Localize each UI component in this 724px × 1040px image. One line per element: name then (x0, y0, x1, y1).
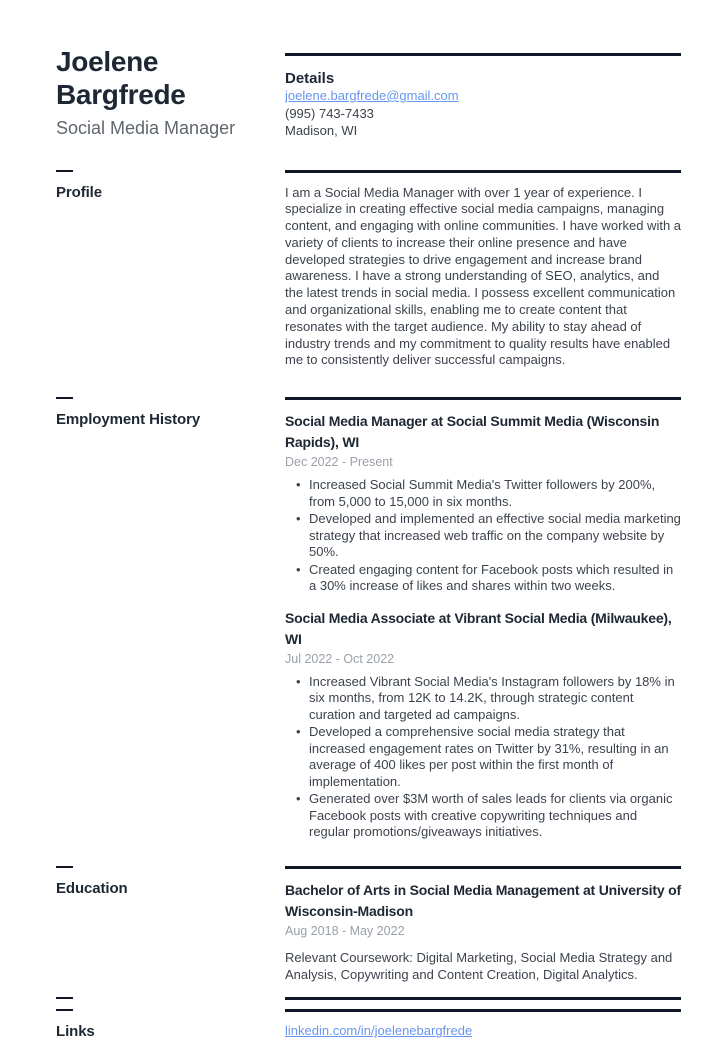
job-bullet: • Generated over $3M worth of sales leads for clients via organic Facebook posts with creative copywriting techniques and regular promotions/giveaways initiatives. (285, 791, 681, 841)
education-section (56, 866, 681, 984)
section-rule (285, 170, 681, 173)
profile-section (56, 170, 681, 370)
details-phone: (995) 743-7433 (285, 105, 374, 121)
section-rule (285, 53, 681, 56)
job-bullet: • Developed and implemented an effective social media marketing strategy that increased web traffic on the company website by 50%. (285, 511, 681, 561)
job-dates: Jul 2022 - Oct 2022 (285, 651, 395, 666)
degree-title: Bachelor of Arts in Social Media Management at University of Wisconsin-Madison (285, 881, 681, 919)
job-dates: Dec 2022 - Present (285, 455, 393, 470)
education-section-label: Education (56, 879, 128, 897)
section-rule (285, 397, 681, 400)
links-content (285, 1009, 681, 1040)
details-location: Madison, WI (285, 123, 358, 138)
education-rail (56, 866, 285, 984)
header-section (56, 45, 681, 140)
header-left (56, 45, 285, 140)
employment-section (56, 397, 681, 842)
person-job-title: Social Media Manager (56, 118, 236, 138)
job-bullet-list (285, 477, 681, 595)
section-dash (56, 1009, 73, 1011)
job-bullet: • Increased Social Summit Media's Twitter followers by 200%, from 5,000 to 15,000 in six months. (285, 477, 681, 510)
section-rule (285, 866, 681, 869)
education-content (285, 866, 681, 984)
linkedin-line (285, 1022, 681, 1039)
job-title: Social Media Associate at Vibrant Social Media (Milwaukee), WI (285, 609, 672, 647)
section-dash (56, 997, 73, 999)
links-section-label: Links (56, 1023, 95, 1040)
section-rule (285, 1009, 681, 1012)
details-heading: Details (285, 70, 335, 87)
job-bullet-list (285, 674, 681, 841)
person-name: Joelene Bargfrede (56, 46, 186, 110)
section-dash (56, 397, 73, 399)
profile-rail (56, 170, 285, 370)
profile-text: I am a Social Media Manager with over 1 year of experience. I specialize in creating effective social media campaigns, managing content, and engaging with online communities. I have worked with a variety of clients to increase their online presence and have developed strategies to drive engagement and increase brand awareness. I have a strong understanding of SEO, analytics, and the latest trends in social media. I possess excellent communication and organizational skills, enabling me to create content that resonates with the target audience. My ability to stay ahead of industry trends and my commitment to quality results have enabled me to consistently deliver successful campaigns. (285, 184, 682, 368)
email-link[interactable]: joelene.bargfrede@gmail.com (285, 88, 459, 103)
profile-section-label: Profile (56, 183, 102, 201)
details-email-line (285, 88, 681, 105)
job-bullet: • Developed a comprehensive social media strategy that increased engagement rates on Twitter by 31%, resulting in an average of 400 likes per post within the first month of implementation. (285, 724, 681, 790)
profile-content (285, 170, 681, 370)
job-entry (285, 411, 681, 595)
section-rule (285, 997, 681, 1000)
links-section (56, 1009, 681, 1040)
next-section-partial (56, 997, 681, 1000)
education-dates: Aug 2018 - May 2022 (285, 923, 405, 938)
next-section-rail (56, 997, 285, 1000)
links-rail (56, 1009, 285, 1040)
job-entry (285, 608, 681, 841)
section-dash (56, 170, 73, 172)
job-bullet: • Increased Vibrant Social Media's Instagram followers by 18% in six months, from 12K to 14.2K, through strategic content curation and targeted ad campaigns. (285, 674, 681, 724)
job-bullet: • Created engaging content for Facebook posts which resulted in a 30% increase of likes and shares within two weeks. (285, 562, 681, 595)
education-coursework: Relevant Coursework: Digital Marketing, Social Media Strategy and Analysis, Copywriting and Content Creation, Digital Analytics. (285, 949, 673, 982)
employment-rail (56, 397, 285, 842)
details-block (285, 45, 681, 140)
job-title: Social Media Manager at Social Summit Media (Wisconsin Rapids), WI (285, 413, 660, 451)
employment-content (285, 397, 681, 842)
section-dash (56, 866, 73, 868)
next-section-content (285, 997, 681, 1000)
linkedin-link[interactable]: linkedin.com/in/joelenebargfrede (285, 1023, 473, 1039)
employment-section-label: Employment History (56, 411, 201, 429)
